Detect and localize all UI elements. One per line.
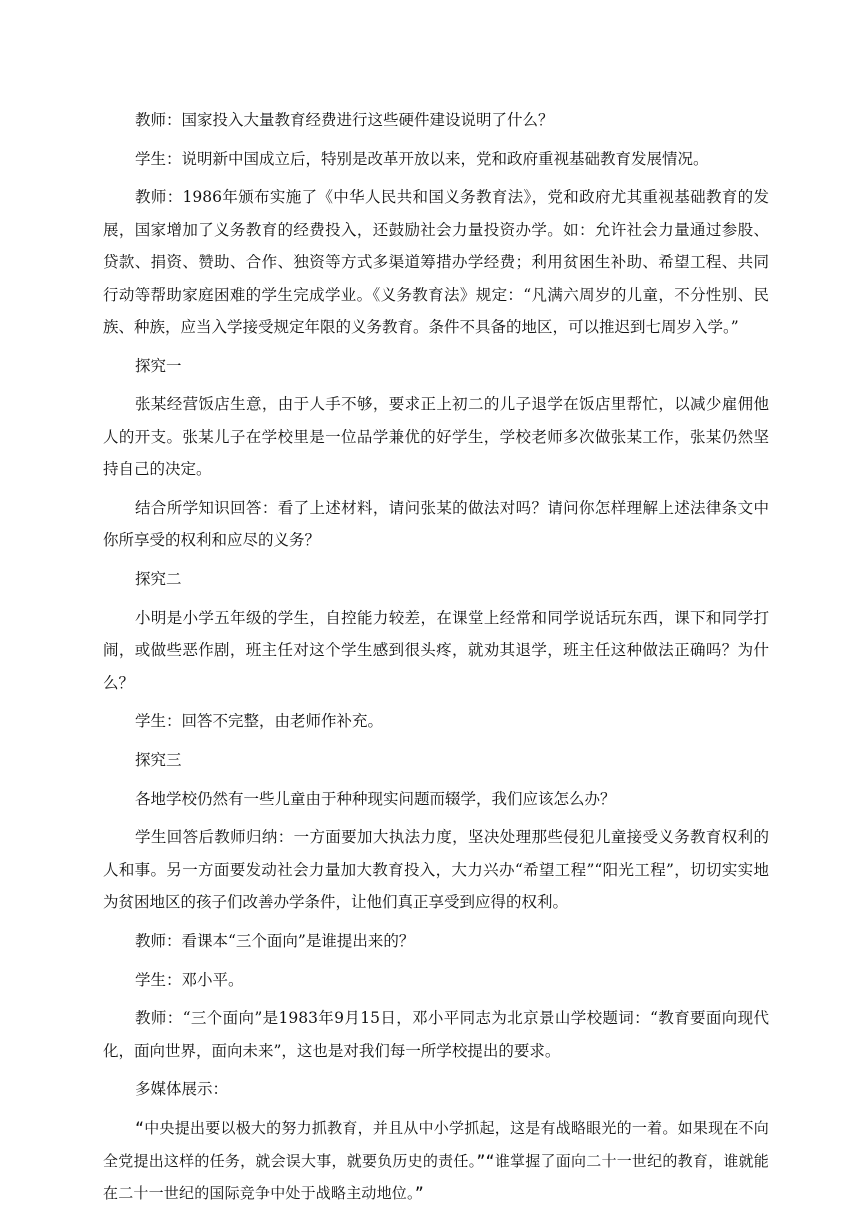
- paragraph-student-dengxiaoping: 学生：邓小平。: [135, 970, 244, 989]
- paragraph-multimedia-label: 多媒体展示：: [135, 1080, 229, 1099]
- paragraph-three-orientations-question: 教师：看课本“三个面向”是谁提出来的？: [135, 931, 415, 950]
- paragraph-question-zhang: 结合所学知识回答：看了上述材料，请问张某的做法对吗？请问你怎样理解上述法律条文中你所享受的权利和应尽的义务？: [103, 498, 769, 550]
- paragraph-teacher-question: 教师：国家投入大量教育经费进行这些硬件建设说明了什么？: [135, 111, 554, 129]
- paragraph-case-zhang: 张某经营饭店生意，由于人手不够，要求正上初二的儿子退学在饭店里帮忙，以减少雇佣他人的开支。张某儿子在学校里是一位品学兼优的好学生，学校老师多次做张某工作，张某仍然坚持自己的决定。: [103, 395, 769, 479]
- document-body: [103, 104, 769, 1216]
- heading-inquiry-one: 探究一: [135, 356, 182, 375]
- paragraph-dropout-question: 各地学校仍然有一些儿童由于种种现实问题而辍学，我们应该怎么办？: [135, 789, 616, 808]
- paragraph-teacher-law: 教师：1986年颁布实施了《中华人民共和国义务教育法》，党和政府尤其重视基础教育的发展，国家增加了义务教育的经费投入，还鼓励社会力量投资办学。如：允许社会力量通过参股、贷款、捐资、赞助、合作、独资等方式多渠道筹措办学经费；利用贫困生补助、希望工程、共同行动等帮助家庭困难的学生完成学业。《义务教育法》规定：“凡满六周岁的儿童，不分性别、民族、种族，应当入学接受规定年限的义务教育。条件不具备的地区，可以推迟到七周岁入学。”: [103, 188, 769, 337]
- paragraph-teacher-three-orientations: 教师：“三个面向”是1983年9月15日，邓小平同志为北京景山学校题词：“教育要面向现代化，面向世界，面向未来”，这也是对我们每一所学校提出的要求。: [103, 1009, 769, 1060]
- paragraph-student-incomplete: 学生：回答不完整，由老师作补充。: [135, 712, 384, 731]
- heading-inquiry-two: 探究二: [135, 570, 182, 589]
- paragraph-multimedia-quote: “中央提出要以极大的努力抓教育，并且从中小学抓起，这是有战略眼光的一着。如果现在不向全党提出这样的任务，就会误大事，就要负历史的责任。”“谁掌握了面向二十一世纪的教育，谁就能在二十一世纪的国际竞争中处于战略主动地位。”: [103, 1119, 769, 1202]
- heading-inquiry-three: 探究三: [135, 750, 182, 769]
- paragraph-teacher-summary: 学生回答后教师归纳：一方面要加大执法力度，坚决处理那些侵犯儿童接受义务教育权利的人和事。另一方面要发动社会力量加大教育投入，大力兴办“希望工程”“阳光工程”，切切实实地为贫困地区的孩子们改善办学条件，让他们真正享受到应得的权利。: [103, 828, 769, 912]
- paragraph-case-xiaoming: 小明是小学五年级的学生，自控能力较差，在课堂上经常和同学说话玩东西，课下和同学打闹，或做些恶作剧，班主任对这个学生感到很头疼，就劝其退学，班主任这种做法正确吗？为什么？: [103, 608, 769, 692]
- paragraph-student-answer: 学生：说明新中国成立后，特别是改革开放以来，党和政府重视基础教育发展情况。: [135, 149, 709, 168]
